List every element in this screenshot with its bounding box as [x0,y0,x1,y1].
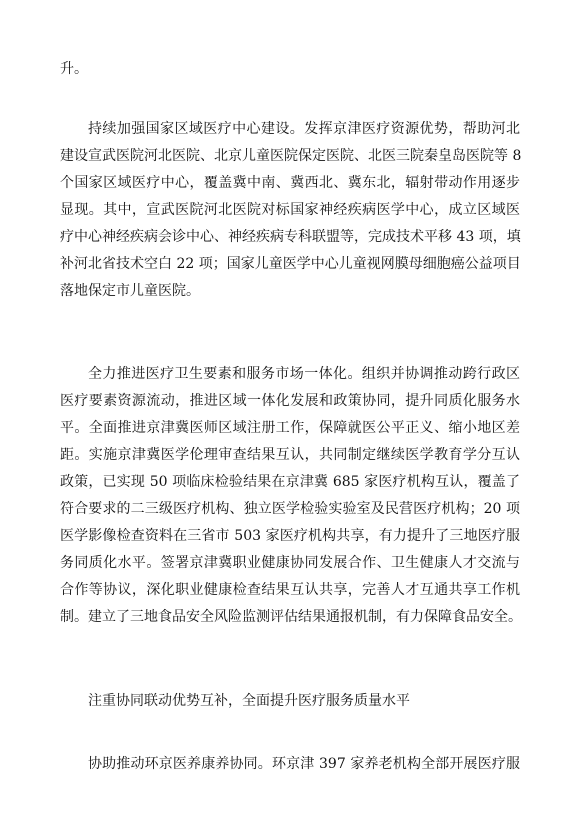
paragraph-line: 医学影像检查资料在三省市 503 家医疗机构共享，有力提升了三地医疗服 [60,528,520,544]
paragraph-line: 持续加强国家区域医疗中心建设。发挥京津医疗资源优势，帮助河北 [88,121,520,137]
section-heading-text: 注重协同联动优势互补，全面提升医疗服务质量水平 [88,693,410,709]
section-heading [60,688,520,715]
paragraph-elderly-care [60,751,520,778]
paragraph-line: 落地保定市儿童医院。 [60,283,200,299]
paragraph-line: 合作等协议，深化职业健康检查结果互认共享，完善人才互通共享工作机 [60,582,520,598]
paragraph-line: 显现。其中，宣武医院河北医院对标国家神经疾病医学中心，成立区域医 [60,202,520,218]
paragraph-integration [60,361,520,631]
paragraph-line: 务同质化水平。签署京津冀职业健康协同发展合作、卫生健康人才交流与 [60,555,520,571]
paragraph-line: 协助推动环京医养康养协同。环京津 397 家养老机构全部开展医疗服 [88,756,520,772]
paragraph-line: 医疗要素资源流动，推进区域一体化发展和政策协同，提升同质化服务水 [60,393,520,409]
paragraph-continuation [60,56,520,83]
paragraph-line: 平。全面推进京津冀医师区域注册工作，保障就医公平正义、缩小地区差 [60,420,520,436]
paragraph-line: 疗中心神经疾病会诊中心、神经疾病专科联盟等，完成技术平移 43 项，填 [60,229,521,245]
paragraph-line: 建设宣武医院河北医院、北京儿童医院保定医院、北医三院秦皇岛医院等 8 [60,148,522,164]
paragraph-line: 距。实施京津冀医学伦理审查结果互认，共同制定继续医学教育学分互认 [60,447,520,463]
paragraph-line: 全力推进医疗卫生要素和服务市场一体化。组织并协调推动跨行政区 [88,366,520,382]
paragraph-line: 补河北省技术空白 22 项；国家儿童医学中心儿童视网膜母细胞癌公益项目 [60,256,521,272]
paragraph-line: 升。 [60,61,88,77]
paragraph-line: 个国家区域医疗中心，覆盖冀中南、冀西北、冀东北，辐射带动作用逐步 [60,175,520,191]
paragraph-line: 符合要求的二三级医疗机构、独立医学检验实验室及民营医疗机构；20 项 [60,501,520,517]
paragraph-regional-medical-centers [60,116,520,305]
paragraph-line: 政策，已实现 50 项临床检验结果在京津冀 685 家医疗机构互认，覆盖了 [60,474,520,490]
paragraph-line: 制。建立了三地食品安全风险监测评估结果通报机制，有力保障食品安全。 [60,609,522,625]
